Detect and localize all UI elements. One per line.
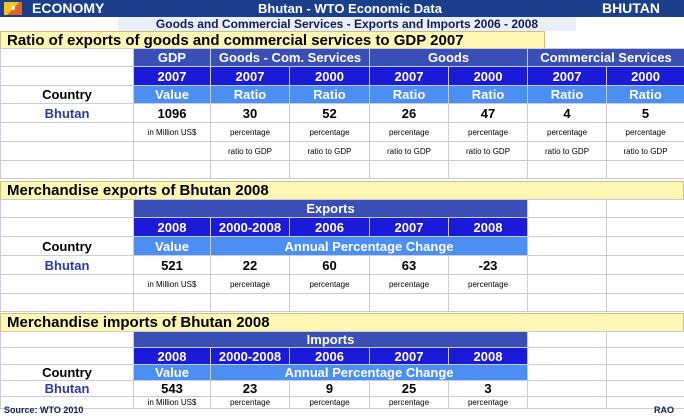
value-cell: 22 bbox=[211, 256, 290, 275]
empty-cell bbox=[607, 161, 684, 179]
unit-note: percentage bbox=[449, 123, 528, 142]
empty-cell bbox=[211, 294, 290, 312]
country-name: Bhutan bbox=[1, 104, 134, 123]
unit-note: percentage bbox=[290, 123, 370, 142]
unit-note: percentage bbox=[449, 397, 528, 409]
unit-note: in Million US$ bbox=[134, 123, 211, 142]
imports-table bbox=[0, 331, 684, 409]
value-cell: 5 bbox=[607, 104, 684, 123]
value-cell: 52 bbox=[290, 104, 370, 123]
empty-cell bbox=[449, 294, 528, 312]
year-header: 2008 bbox=[449, 218, 528, 237]
unit-note: percentage bbox=[607, 123, 684, 142]
value-cell: -23 bbox=[449, 256, 528, 275]
unit-header: Ratio bbox=[528, 86, 607, 104]
value-cell: 4 bbox=[528, 104, 607, 123]
year-header: 2007 bbox=[370, 67, 449, 86]
source-note bbox=[4, 405, 83, 415]
unit-note: percentage bbox=[211, 123, 290, 142]
value-cell: 26 bbox=[370, 104, 449, 123]
page-subtitle: Goods and Commercial Services - Exports and Imports 2006 - 2008 bbox=[118, 17, 576, 31]
empty-cell bbox=[1, 161, 134, 179]
empty-cell bbox=[290, 294, 370, 312]
empty-cell bbox=[211, 161, 290, 179]
empty-cell bbox=[607, 218, 684, 237]
empty-cell bbox=[528, 365, 607, 381]
empty-cell bbox=[528, 200, 607, 218]
unit-header: Ratio bbox=[607, 86, 684, 104]
year-header: 2007 bbox=[528, 67, 607, 86]
empty-cell bbox=[607, 348, 684, 365]
country-column-label: Country bbox=[1, 86, 134, 104]
unit-header: Ratio bbox=[370, 86, 449, 104]
group-header: GDP bbox=[134, 49, 211, 67]
empty-cell bbox=[607, 381, 684, 397]
unit-header: Ratio bbox=[211, 86, 290, 104]
value-cell: 1096 bbox=[134, 104, 211, 123]
year-header: 2007 bbox=[211, 67, 290, 86]
country-name: Bhutan bbox=[1, 381, 134, 397]
empty-cell bbox=[607, 294, 684, 312]
unit-header: Annual Percentage Change bbox=[211, 237, 528, 256]
empty-cell bbox=[528, 256, 607, 275]
unit-note: in Million US$ bbox=[134, 397, 211, 409]
value-cell: 543 bbox=[134, 381, 211, 397]
empty-cell bbox=[1, 123, 134, 142]
empty-cell bbox=[528, 348, 607, 365]
unit-note: ratio to GDP bbox=[211, 142, 290, 161]
bhutan-flag-icon bbox=[4, 2, 22, 15]
empty-cell bbox=[528, 381, 607, 397]
corner-cell bbox=[1, 67, 134, 86]
value-cell: 60 bbox=[290, 256, 370, 275]
unit-header: Ratio bbox=[449, 86, 528, 104]
ratio-table bbox=[0, 48, 684, 179]
unit-header: Value bbox=[134, 365, 211, 381]
brand-mark: RAO bbox=[654, 405, 674, 415]
year-header: 2006 bbox=[290, 218, 370, 237]
value-cell: 521 bbox=[134, 256, 211, 275]
unit-note: percentage bbox=[290, 397, 370, 409]
value-cell: 3 bbox=[449, 381, 528, 397]
group-header: Commercial Services bbox=[528, 49, 684, 67]
corner-cell bbox=[1, 332, 134, 348]
empty-cell bbox=[1, 142, 134, 161]
unit-header: Annual Percentage Change bbox=[211, 365, 528, 381]
unit-note: percentage bbox=[211, 397, 290, 409]
exports-table bbox=[0, 199, 684, 312]
empty-cell bbox=[528, 218, 607, 237]
empty-cell bbox=[607, 275, 684, 294]
unit-note: percentage bbox=[370, 275, 449, 294]
source-label: Source: WTO bbox=[4, 405, 64, 415]
unit-note: percentage bbox=[290, 275, 370, 294]
country-column-label: Country bbox=[1, 237, 134, 256]
empty-cell bbox=[528, 161, 607, 179]
year-header: 2008 bbox=[134, 348, 211, 365]
empty-cell bbox=[607, 256, 684, 275]
unit-note: ratio to GDP bbox=[607, 142, 684, 161]
year-header: 2000 bbox=[607, 67, 684, 86]
group-header: Exports bbox=[134, 200, 528, 218]
unit-header: Ratio bbox=[290, 86, 370, 104]
group-header: Goods bbox=[370, 49, 528, 67]
empty-cell bbox=[134, 294, 211, 312]
unit-header: Value bbox=[134, 86, 211, 104]
empty-cell bbox=[528, 294, 607, 312]
table1-title: Ratio of exports of goods and commercial services to GDP 2007 bbox=[0, 31, 545, 50]
unit-note: percentage bbox=[449, 275, 528, 294]
value-cell: 25 bbox=[370, 381, 449, 397]
year-header: 2007 bbox=[134, 67, 211, 86]
empty-cell bbox=[290, 161, 370, 179]
unit-note: ratio to GDP bbox=[449, 142, 528, 161]
empty-cell bbox=[528, 237, 607, 256]
year-header: 2000 bbox=[290, 67, 370, 86]
corner-cell bbox=[1, 348, 134, 365]
value-cell: 47 bbox=[449, 104, 528, 123]
unit-note: in Million US$ bbox=[134, 275, 211, 294]
empty-cell bbox=[370, 161, 449, 179]
empty-cell bbox=[528, 275, 607, 294]
unit-note: ratio to GDP bbox=[290, 142, 370, 161]
empty-cell bbox=[528, 332, 607, 348]
section-label: ECONOMY bbox=[32, 0, 105, 16]
year-header: 2008 bbox=[449, 348, 528, 365]
group-header: Imports bbox=[134, 332, 528, 348]
year-header: 2006 bbox=[290, 348, 370, 365]
value-cell: 9 bbox=[290, 381, 370, 397]
source-year: 2010 bbox=[63, 405, 84, 415]
unit-note: percentage bbox=[370, 123, 449, 142]
corner-cell bbox=[1, 200, 134, 218]
year-header: 2000-2008 bbox=[211, 218, 290, 237]
value-cell: 30 bbox=[211, 104, 290, 123]
empty-cell bbox=[607, 200, 684, 218]
empty-cell bbox=[370, 294, 449, 312]
year-header: 2000 bbox=[449, 67, 528, 86]
unit-note: ratio to GDP bbox=[370, 142, 449, 161]
page-title: Bhutan - WTO Economic Data bbox=[258, 1, 442, 16]
empty-cell bbox=[449, 161, 528, 179]
year-header: 2007 bbox=[370, 348, 449, 365]
country-tag: BHUTAN bbox=[578, 0, 684, 17]
corner-cell bbox=[1, 49, 134, 67]
unit-note: percentage bbox=[370, 397, 449, 409]
unit-note: percentage bbox=[528, 123, 607, 142]
unit-note bbox=[134, 142, 211, 161]
country-column-label: Country bbox=[1, 365, 134, 381]
empty-cell bbox=[607, 365, 684, 381]
empty-cell bbox=[607, 332, 684, 348]
table3-title: Merchandise imports of Bhutan 2008 bbox=[0, 313, 684, 332]
empty-cell bbox=[607, 237, 684, 256]
unit-note: ratio to GDP bbox=[528, 142, 607, 161]
value-cell: 63 bbox=[370, 256, 449, 275]
group-header: Goods - Com. Services bbox=[211, 49, 370, 67]
value-cell: 23 bbox=[211, 381, 290, 397]
flag-emblem bbox=[11, 6, 15, 10]
empty-cell bbox=[528, 397, 607, 409]
year-header: 2007 bbox=[370, 218, 449, 237]
year-header: 2008 bbox=[134, 218, 211, 237]
year-header: 2000-2008 bbox=[211, 348, 290, 365]
empty-cell bbox=[1, 294, 134, 312]
empty-cell bbox=[134, 161, 211, 179]
country-name: Bhutan bbox=[1, 256, 134, 275]
unit-header: Value bbox=[134, 237, 211, 256]
empty-cell bbox=[1, 275, 134, 294]
unit-note: percentage bbox=[211, 275, 290, 294]
corner-cell bbox=[1, 218, 134, 237]
table2-title: Merchandise exports of Bhutan 2008 bbox=[0, 181, 684, 200]
